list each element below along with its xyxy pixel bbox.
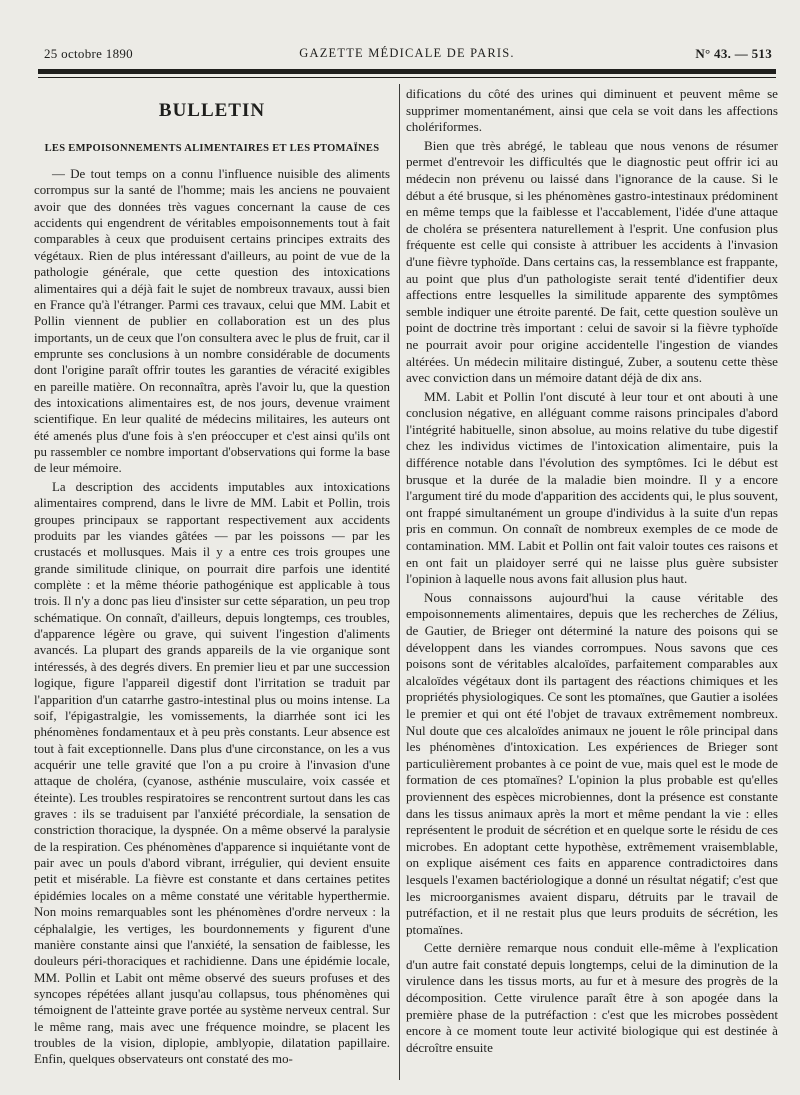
section-title: BULLETIN bbox=[158, 100, 266, 121]
issue-date: 25 octobre 1890 bbox=[44, 46, 133, 61]
paragraph: Bien que très abrégé, le tableau que nous venons de résumer permet d'entrevoir les difficultés que le diagnostic peut offrir ici au médecin non prévenu ou laissé dans l'ignorance de la cause. Si le début a été brusque, si les phénomènes gastro-intestinaux prédominent en même temps que la faiblesse et l'accablement, l'idée d'une attaque de choléra se présentera naturellement à l'esprit. Une confusion plus fréquente est celle qui consiste à attribuer les accidents à l'invasion d'une fièvre typhoïde. Dans certains cas, la ressemblance est frappante, au point que plus d'un pathologiste serait tenté d'identifier deux affections entre lesquelles la similitude apparente des symptômes semble indiquer une étroite parenté. De fait, cette question soulève un point de doctrine très important : celui de savoir si la fièvre typhoïde ne pourrait avoir pour origine accidentelle l'ingestion de viandes altérées. Un médecin militaire distingué, Zuber, a soutenu cette thèse avec conviction dans un mémoire datant déjà de dix ans. bbox=[406, 137, 778, 386]
paragraph: MM. Labit et Pollin l'ont discuté à leur tour et ont abouti à une conclusion négative, en alléguant comme raisons principales d'abord l'intégrité habituelle, sinon absolue, au moins relative du tube digestif chez les individus victimes de l'intoxication alimentaire, puis la différence notable dans l'évolution des symptômes. Ici le début est brusque et la durée de la maladie bien moindre. Il y a encore l'argument tiré du mode d'apparition des accidents qui, le plus souvent, ont frappé simultanément un groupe d'individus à la suite d'un repas pris en commun. On connaît de nombreux exemples de ce mode de contamination. MM. Labit et Pollin ont fait valoir toutes ces raisons et en ont fait un plaidoyer serré qui ne laisse plus guère subsister l'opinion à laquelle nous avons fait allusion plus haut. bbox=[406, 388, 778, 587]
journal-title: GAZETTE MÉDICALE DE PARIS. bbox=[299, 46, 515, 60]
issue-page-number: N° 43. — 513 bbox=[695, 46, 772, 61]
paragraph: — De tout temps on a connu l'influence nuisible des aliments corrompus sur la santé de l'homme; mais les anciens ne pouvaient avoir que des données très vagues concernant la cause de ces accidents qui engendrent de véritables empoisonnements tout à fait comparables à ceux que produisent certains principes extraits des végétaux. Rien de plus intéressant d'ailleurs, au point de vue de la pathologie générale, que cette question des intoxications alimentaires qui a déjà fait le sujet de nombreux travaux, aussi bien en France qu'à l'étranger. Parmi ces travaux, celui que MM. Labit et Pollin viennent de publier en collaboration est un des plus importants, un de ceux que l'on consultera avec le plus de fruit, car il emprunte ses conclusions à un nombre considérable de documents dont l'origine paraît offrir toutes les garanties de véracité exigibles en pareille matière. On reconnaîtra, après l'avoir lu, que la question des intoxications alimentaires est, de nos jours, devenue vraiment scientifique. En leur qualité de médecins militaires, les auteurs ont été amenés plus d'une fois à s'en préoccuper et c'est ainsi qu'ils ont pu rassembler ce nombre important d'observations qui forme la base de leur mémoire. bbox=[34, 167, 390, 476]
paragraph: Nous connaissons aujourd'hui la cause véritable des empoisonnements alimentaires, depuis que les recherches de Zélius, de Gautier, de Brieger ont déterminé la nature des poisons qui se développent dans les viandes corrompues. Nous savons que ces poisons sont de véritables alcaloïdes, parfaitement comparables aux alcaloïdes végétaux dont ils partagent des réactions chimiques et les propriétés physiologiques. Ce sont les ptomaïnes, que Gautier a isolées le premier et qui ont été l'objet de travaux extrêmement nombreux. Nul doute que ces alcaloïdes animaux ne jouent le rôle principal dans les phénomènes d'intoxication. Les expériences de Brieger sont particulièrement probantes à ce point de vue, mais quel est le mode de formation de ces ptomaïnes? L'opinion la plus probable est qu'elles proviennent des espèces microbiennes, dont la présence est constante dans les tissus animaux après la mort et même pendant la vie : elles représentent le produit de sécrétion et en quelque sorte le résidu de ces microbes. En adoptant cette hypothèse, extrêmement vraisemblable, on explique aisément ces faits en apparence contradictoires dans lesquels l'examen bactériologique a donné un résultat négatif; c'est que les microorganismes avaient disparu, détruits par le travail de putréfaction, et il ne restait plus que leurs produits de sécrétion, les ptomaïnes. bbox=[406, 589, 778, 937]
paragraph: La description des accidents imputables aux intoxications alimentaires comprend, dans le livre de MM. Labit et Pollin, trois groupes principaux se rapportant respectivement aux accidents produits par les viandes gâtées — par les poissons — par les crustacés et mollusques. Mais il y a entre ces trois groupes une grande similitude clinique, on pourrait dire parfois une identité complète : et la même théorie pathogénique est applicable à tous trois. Il n'y a donc pas lieu d'insister sur cette séparation, un peu trop schématique. On connaît, d'ailleurs, depuis longtemps, ces troubles, d'apparence légère ou grave, qui suivent l'ingestion d'aliments avancés. La plupart des grands appareils de la vie organique sont intéressés, à des degrés divers. En premier lieu et par une succession logique, figure l'appareil digestif dont l'irritation se traduit par l'apparition d'un catarrhe gastro-intestinal plus ou moins intense. La soif, l'épigastralgie, les vomissements, la diarrhée sont ici les phénomènes fondamentaux et à peu près constants. Leur absence est tout à fait exceptionnelle. Dans plus d'une circonstance, on les a vus acquérir une telle gravité que l'on a pu croire à l'invasion d'une attaque de choléra, (cyanose, asthénie musculaire, voix cassée et éteinte). Les troubles respiratoires se rencontrent surtout dans les cas graves : ils se traduisent par l'anxiété précordiale, la sensation de constriction thoracique, la dyspnée. On a même observé la paralysie de la respiration. Ces phénomènes d'apparence si inquiétante vont de pair avec un pouls d'abord vibrant, irrégulier, qui devient ensuite petit et misérable. La fièvre est constante et dans certaines petites épidémies locales on a même constaté une véritable hyperthermie. Non moins remarquables sont les phénomènes d'ordre nerveux : la céphalalgie, les vertiges, les bourdonnements y figurent d'une manière constante ainsi que l'anxiété, la sensation de faiblesse, les douleurs péri-thoraciques et rachidienne. Dans une épidémie locale, MM. Pollin et Labit ont même observé des sueurs profuses et des syncopes répétées allant jusqu'au collapsus, tous phénomènes qui témoignent de l'atteinte grave portée au système nerveux central. Sur le même rang, mais avec une fréquence moindre, se placent les troubles de la vision, diplopie, amblyopie, dilatation papillaire. Enfin, quelques observateurs ont constaté des mo- bbox=[34, 479, 390, 1067]
right-column bbox=[406, 86, 778, 1081]
page-header bbox=[38, 46, 776, 66]
left-column bbox=[34, 86, 390, 1081]
article-heading: LES EMPOISONNEMENTS ALIMENTAIRES ET LES PTOMAÏNES bbox=[44, 143, 380, 154]
column-divider bbox=[399, 84, 400, 1080]
header-rule-thick bbox=[38, 69, 776, 74]
paragraph-continuation: difications du côté des urines qui diminuent et peuvent même se supprimer momentanément, ainsi que cela se voit dans les affections cholériformes. bbox=[406, 86, 778, 135]
header-rule-thin bbox=[38, 77, 776, 78]
paragraph: Cette dernière remarque nous conduit elle-même à l'explication d'un autre fait constaté depuis longtemps, celui de la diminution de la virulence dans les tissus morts, au fur et à mesure des progrès de la décomposition. Cette virulence paraît être à son apogée dans la première phase de la putréfaction : c'est que les microbes possèdent encore à ce moment toute leur activité biologique qui est destinée à décroître ensuite bbox=[406, 940, 778, 1055]
